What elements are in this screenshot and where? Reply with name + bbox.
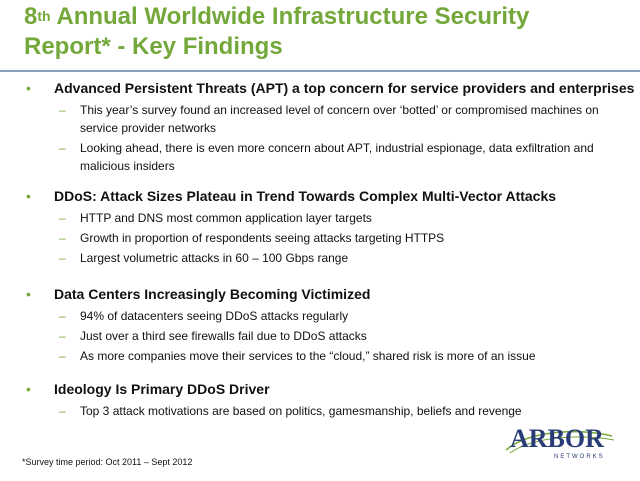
section-heading: Advanced Persistent Threats (APT) a top concern for service providers and enterprises: [54, 80, 635, 96]
title-line-2: Report* - Key Findings: [24, 33, 283, 60]
title-superscript: th: [37, 8, 51, 24]
dash-icon: –: [59, 329, 66, 343]
logo-subtitle: NETWORKS: [554, 454, 605, 460]
title-number: 8: [24, 3, 38, 30]
list-item-text: Just over a third see firewalls fail due to DDoS attacks: [80, 329, 367, 343]
bullet-icon: •: [26, 286, 31, 302]
dash-icon: –: [59, 103, 66, 117]
findings-list: [0, 78, 640, 429]
title-line-1-rest: Annual Worldwide Infrastructure Security: [50, 3, 530, 30]
list-item-text: As more companies move their services to the “cloud,” shared risk is more of an issue: [80, 349, 536, 363]
list-item: [0, 209, 640, 227]
section-ddos-attack-sizes: [0, 186, 640, 284]
dash-icon: –: [59, 349, 66, 363]
list-item: [0, 307, 640, 325]
section-data-centers: [0, 284, 640, 379]
list-item-text: HTTP and DNS most common application layer targets: [80, 211, 372, 225]
list-item-text: Top 3 attack motivations are based on politics, gamesmanship, beliefs and revenge: [80, 404, 522, 418]
section-heading-row: [0, 284, 640, 305]
list-item: [0, 249, 640, 267]
dash-icon: –: [59, 231, 66, 245]
list-item-text: This year’s survey found an increased level of concern over ‘botted’ or compromised machines on service provider networks: [80, 103, 599, 135]
list-item-text: Growth in proportion of respondents seeing attacks targeting HTTPS: [80, 231, 445, 245]
dash-icon: –: [59, 309, 66, 323]
list-item-text: Largest volumetric attacks in 60 – 100 Gbps range: [80, 251, 349, 265]
section-heading-row: [0, 379, 640, 400]
section-heading-row: [0, 186, 640, 207]
logo-wordmark: ARBOR: [510, 424, 604, 453]
section-apt: [0, 78, 640, 186]
dash-icon: –: [59, 141, 66, 155]
section-heading: Data Centers Increasingly Becoming Victimized: [54, 286, 371, 302]
list-item: [0, 347, 640, 365]
list-item-text: Looking ahead, there is even more concern about APT, industrial espionage, data exfiltration and malicious insiders: [80, 141, 594, 173]
section-heading-row: [0, 78, 640, 99]
title-divider: [0, 70, 640, 72]
section-heading: DDoS: Attack Sizes Plateau in Trend Towards Complex Multi-Vector Attacks: [54, 188, 557, 204]
bullet-icon: •: [26, 381, 31, 397]
list-item: [0, 101, 640, 137]
list-item: [0, 229, 640, 247]
dash-icon: –: [59, 404, 66, 418]
list-item: [0, 327, 640, 345]
footnote: *Survey time period: Oct 2011 – Sept 2012: [22, 457, 193, 467]
dash-icon: –: [59, 211, 66, 225]
list-item-text: 94% of datacenters seeing DDoS attacks regularly: [80, 309, 349, 323]
slide-title: [24, 2, 624, 62]
bullet-icon: •: [26, 188, 31, 204]
dash-icon: –: [59, 251, 66, 265]
arbor-networks-logo: [500, 426, 620, 466]
bullet-icon: •: [26, 80, 31, 96]
section-heading: Ideology Is Primary DDoS Driver: [54, 381, 270, 397]
section-ideology: [0, 379, 640, 429]
list-item: [0, 139, 640, 175]
title-line-1: [24, 2, 624, 32]
list-item: [0, 402, 640, 420]
